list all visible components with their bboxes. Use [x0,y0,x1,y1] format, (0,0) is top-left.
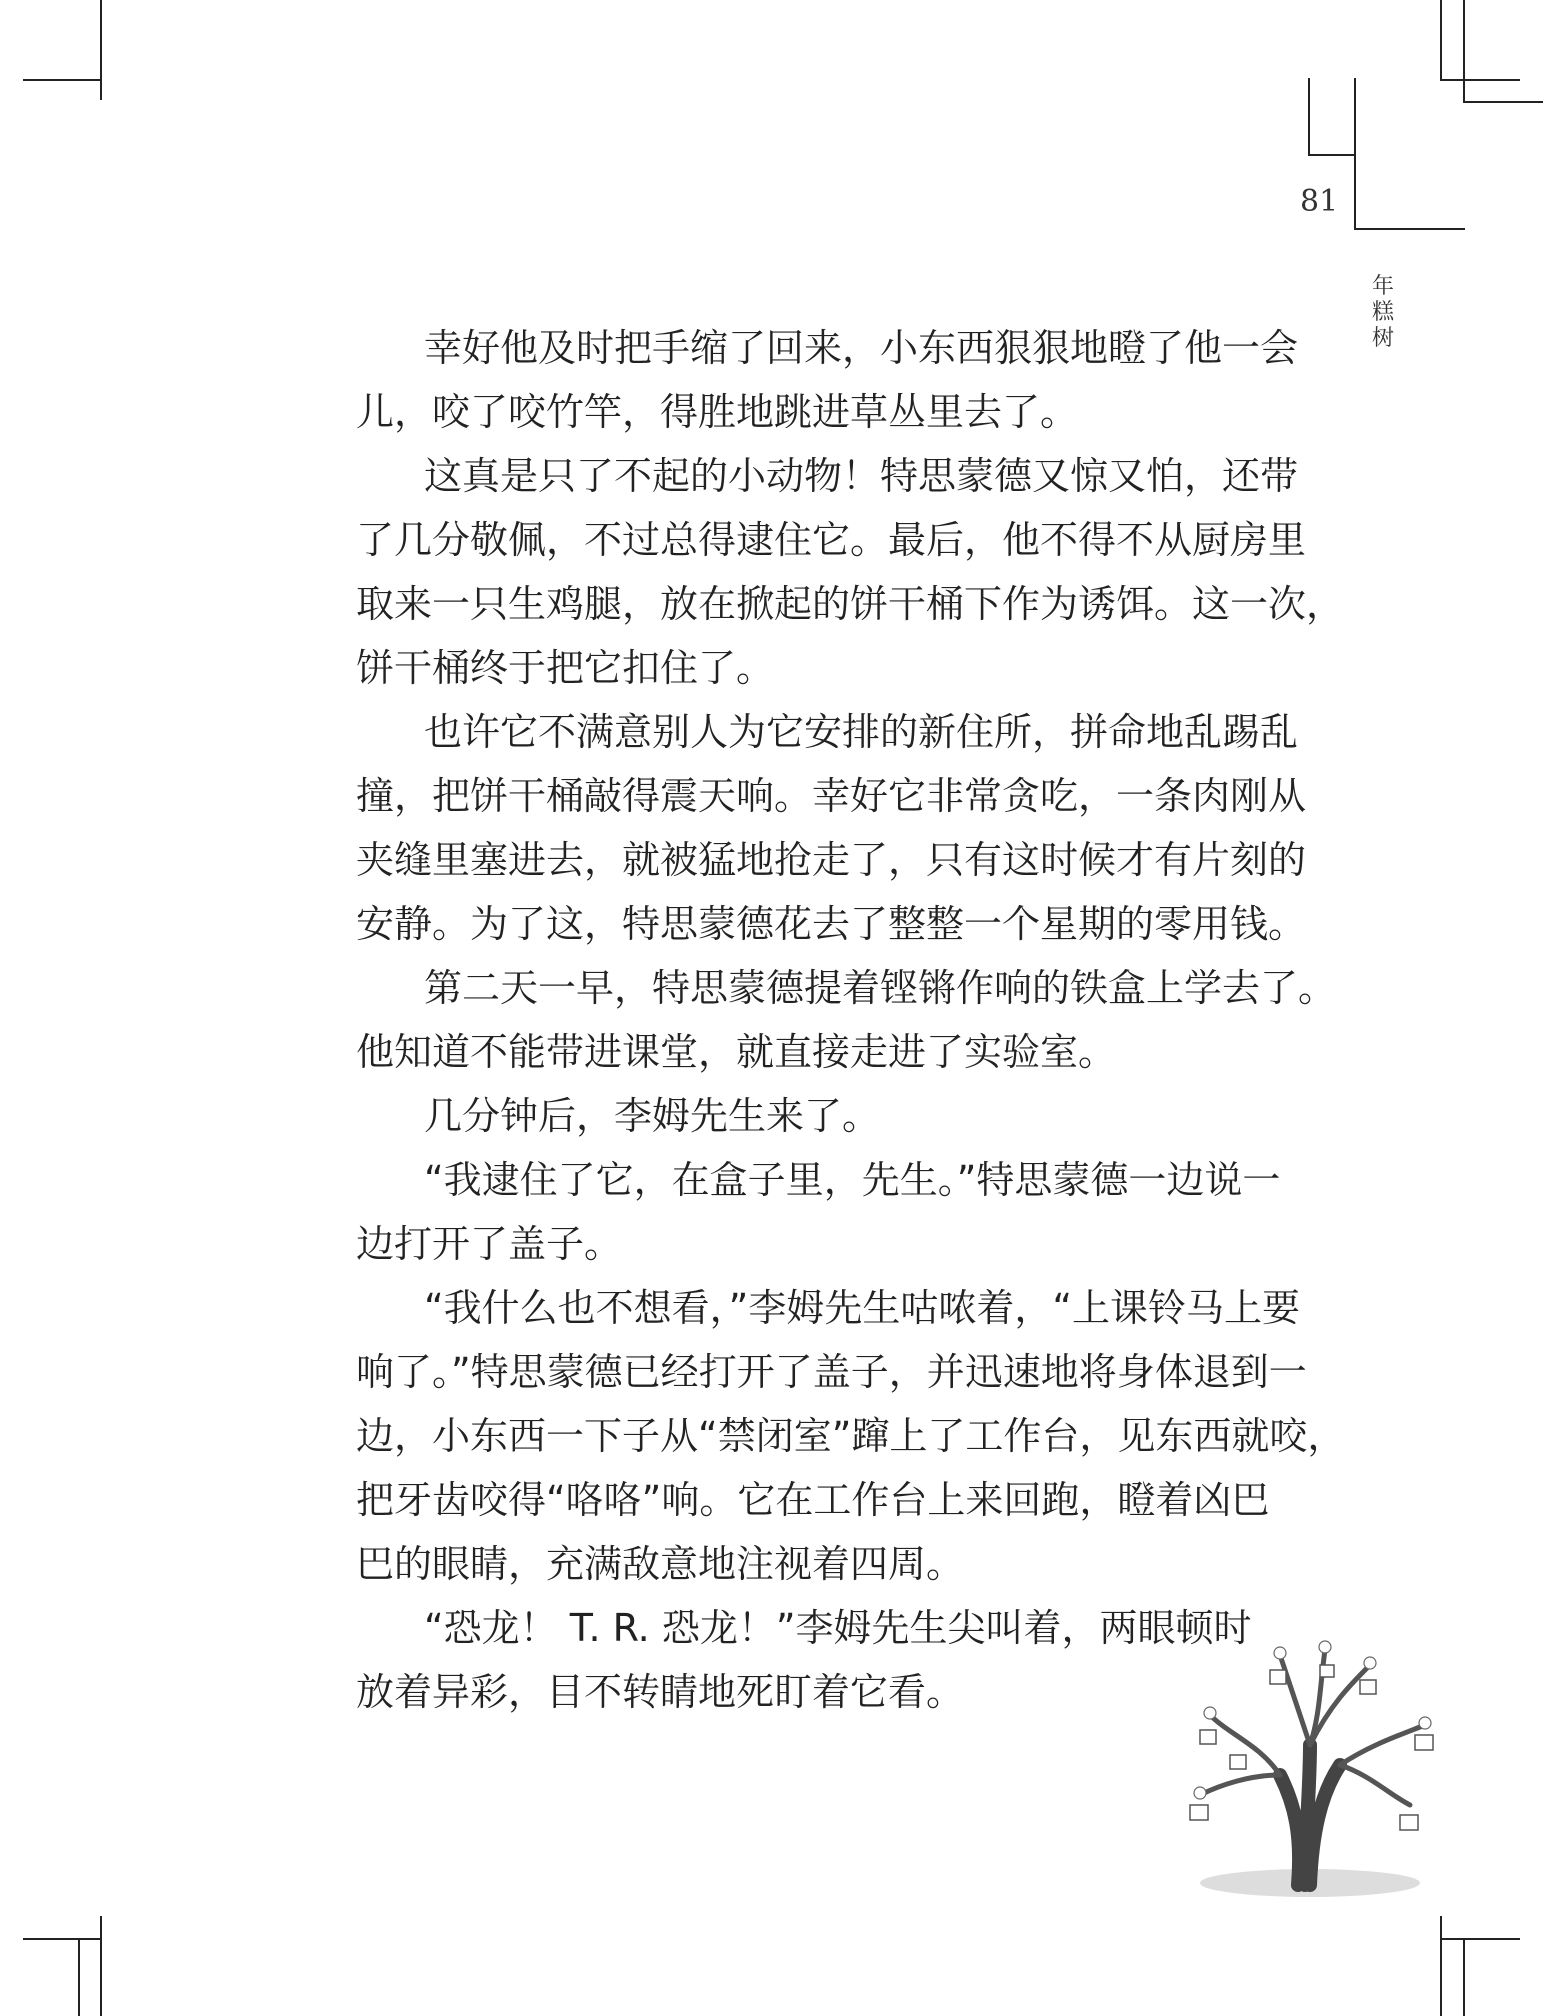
paragraph [356,1596,1252,1724]
crop-line [1440,79,1520,81]
text-line: “恐龙！ T. R. 恐龙！”李姆先生尖叫着，两眼顿时 [424,1606,1252,1650]
text-line: 巴的眼睛，充满敌意地注视着四周。 [356,1542,965,1586]
crop-line [1463,101,1543,103]
crop-line [100,0,102,100]
text-line: 儿，咬了咬竹竿，得胜地跳进草丛里去了。 [356,390,1079,434]
text-line: 把牙齿咬得“咯咯”响。它在工作台上来回跑，瞪着凶巴 [356,1478,1270,1522]
text-line: 边打开了盖子。 [356,1222,623,1266]
text-line: “我逮住了它，在盒子里，先生。”特思蒙德一边说一 [424,1158,1281,1202]
text-line: 夹缝里塞进去，就被猛地抢走了，只有这时候才有片刻的 [356,838,1307,882]
text-line: 了几分敬佩，不过总得逮住它。最后，他不得不从厨房里 [356,518,1307,562]
text-line: 也许它不满意别人为它安排的新住所，拼命地乱踢乱 [424,710,1299,754]
frame-line [1308,154,1356,156]
crop-line [23,1938,101,1940]
paragraph [356,1276,1346,1596]
crop-line [23,79,101,81]
paragraph [356,1084,1212,1148]
crop-line [1440,1916,1442,2016]
paragraph [356,444,1345,700]
crop-line [100,1916,102,2016]
text-line: 撞，把饼干桶敲得震天响。幸好它非常贪吃，一条肉刚从 [356,774,1307,818]
text-line: 饼干桶终于把它扣住了。 [356,646,775,690]
crop-line [1463,1938,1465,2016]
text-line: 安静。为了这，特思蒙德花去了整整一个星期的零用钱。 [356,902,1307,946]
paragraph [356,1148,1281,1276]
crop-line [1440,0,1442,80]
body-text [356,316,1346,1724]
paragraph [356,316,1299,444]
crop-line [78,1938,80,2016]
text-line: “我什么也不想看，”李姆先生咕哝着，“上课铃马上要 [424,1286,1301,1330]
text-line: 边，小东西一下子从“禁闭室”蹿上了工作台，见东西就咬， [356,1414,1346,1458]
paragraph [356,956,1337,1084]
tree-illustration [1170,1635,1450,1905]
frame-line [1308,78,1310,155]
text-line: 响了。”特思蒙德已经打开了盖子，并迅速地将身体退到一 [356,1350,1307,1394]
crop-line [1440,1938,1520,1940]
frame-line [1354,228,1465,230]
running-title: 年糕树 [1372,274,1395,351]
page-number: 81 [1300,184,1339,219]
text-line: 几分钟后，李姆先生来了。 [424,1094,881,1138]
text-line: 这真是只了不起的小动物！特思蒙德又惊又怕，还带 [424,454,1299,498]
paragraph [356,700,1307,956]
frame-line [1354,78,1356,230]
text-line: 取来一只生鸡腿，放在掀起的饼干桶下作为诱饵。这一次， [356,582,1345,626]
text-line: 他知道不能带进课堂，就直接走进了实验室。 [356,1030,1117,1074]
crop-line [1463,0,1465,102]
text-line: 第二天一早，特思蒙德提着铿锵作响的铁盒上学去了。 [424,966,1337,1010]
text-line: 幸好他及时把手缩了回来，小东西狠狠地瞪了他一会 [424,326,1299,370]
text-line: 放着异彩，目不转睛地死盯着它看。 [356,1670,965,1714]
